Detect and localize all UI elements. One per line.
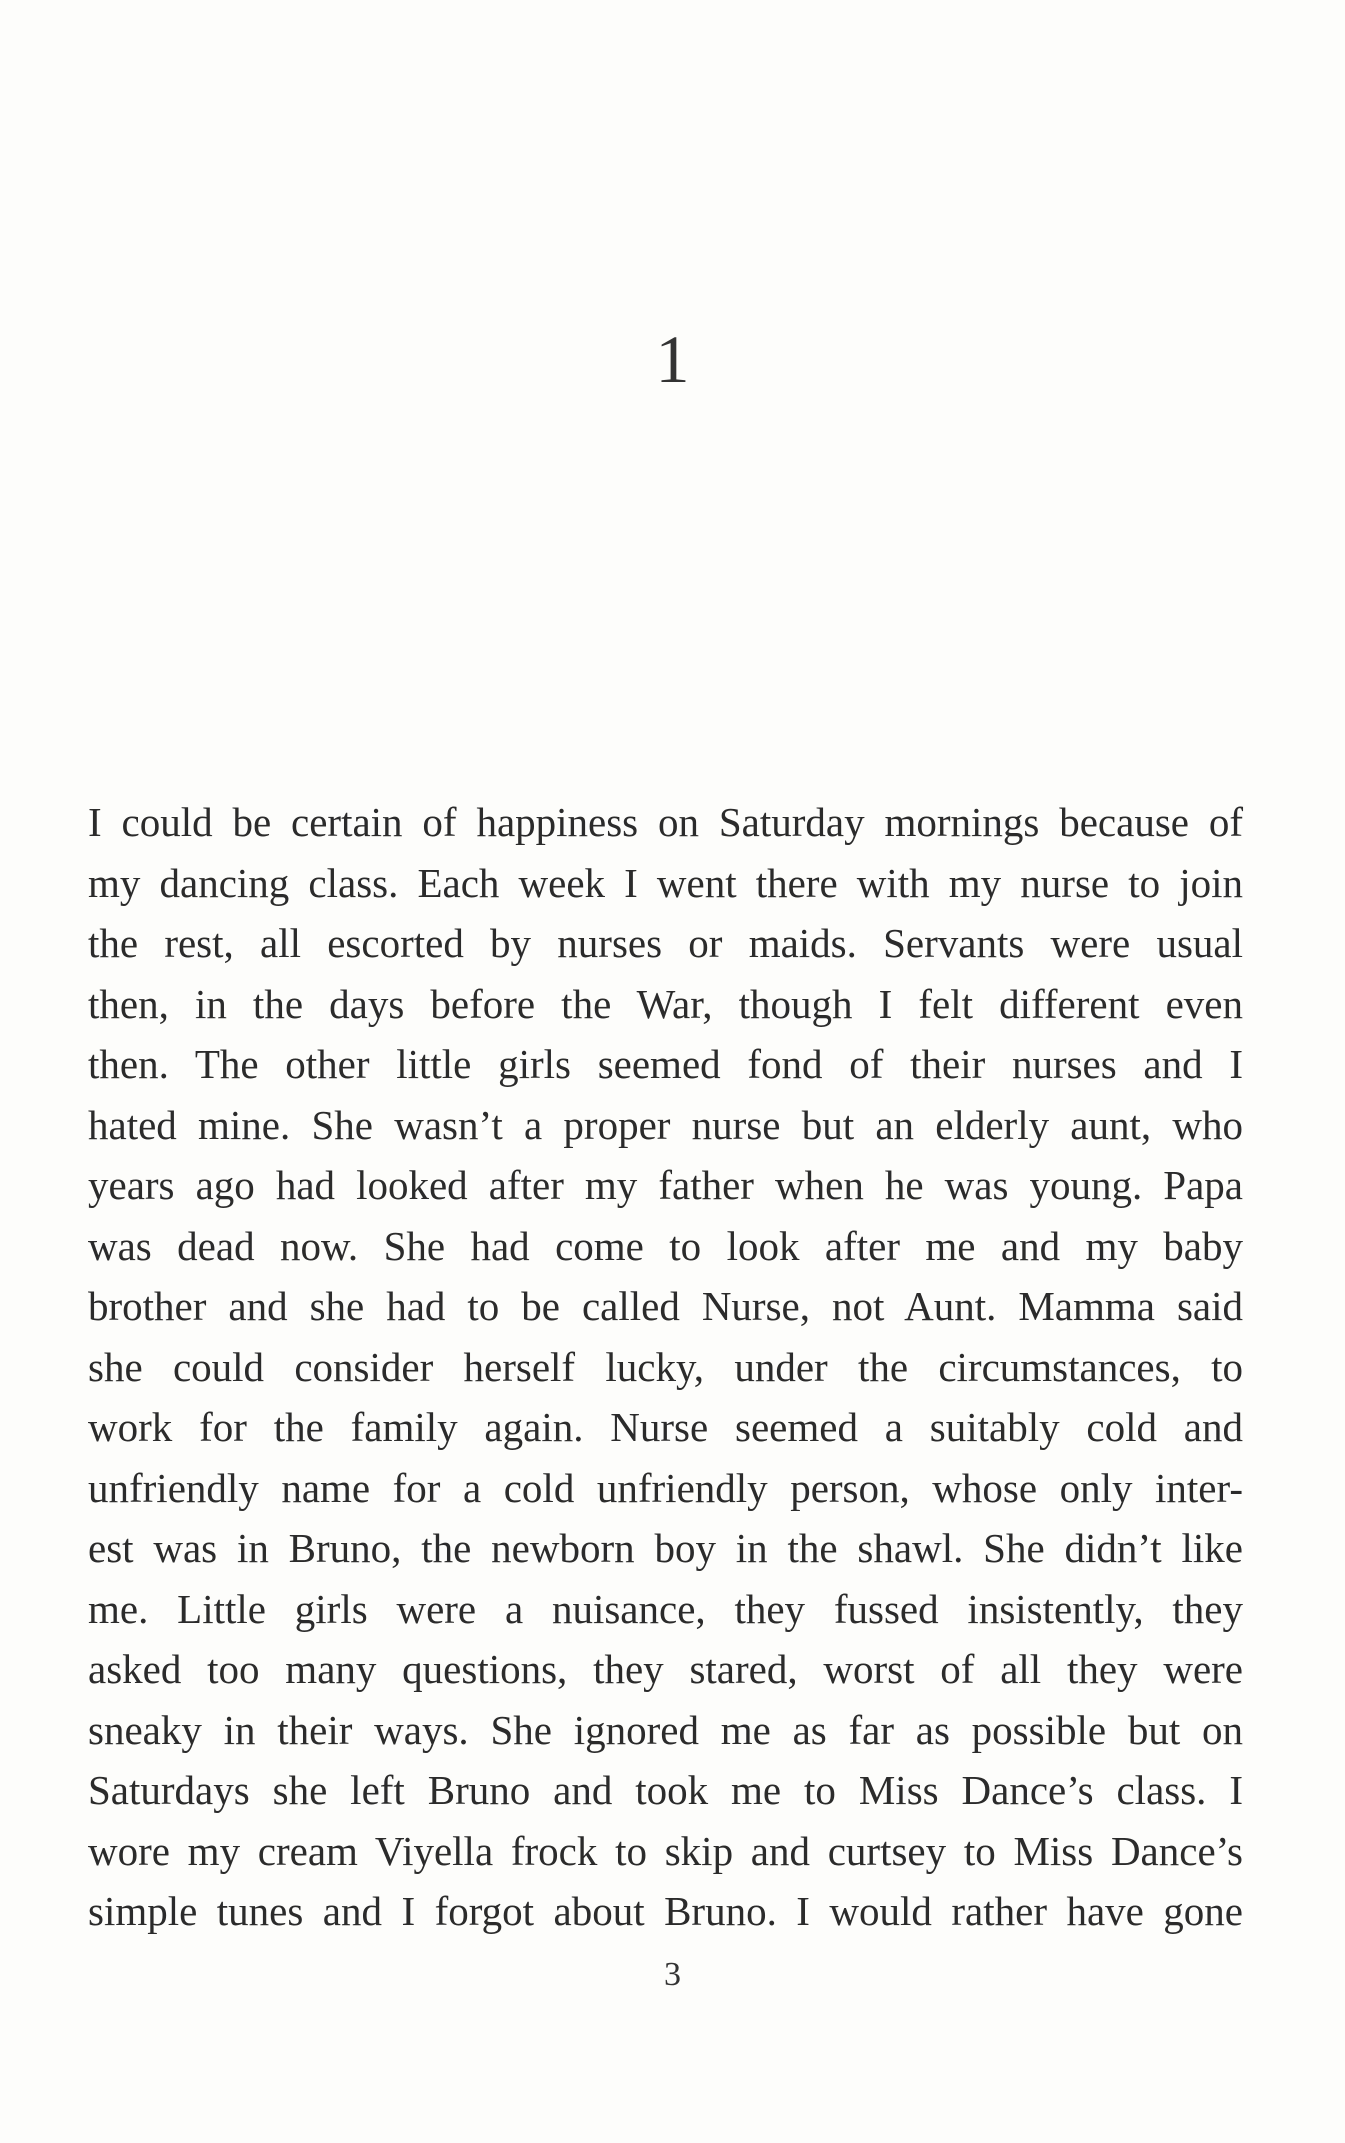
text-line: I could be certain of happiness on Saturday mornings because of [88,799,1243,845]
text-line: years ago had looked after my father when he was young. Papa [88,1162,1243,1208]
text-line: wore my cream Viyella frock to skip and curtsey to Miss Dance’s [88,1827,1243,1874]
text-line: then. The other little girls seemed fond of their nurses and I [88,1041,1243,1087]
text-line: the rest, all escorted by nurses or maids. Servants were usual [88,920,1243,966]
text-line: my dancing class. Each week I went there with my nurse to join [88,859,1243,906]
text-line: unfriendly name for a cold unfriendly person, whose only inter- [88,1464,1243,1511]
text-line: est was in Bruno, the newborn boy in the shawl. She didn’t like [88,1525,1243,1571]
text-line: Saturdays she left Bruno and took me to Miss Dance’s class. I [88,1767,1243,1813]
text-line: me. Little girls were a nuisance, they fussed insistently, they [88,1585,1243,1632]
text-line: sneaky in their ways. She ignored me as far as possible but on [88,1706,1243,1753]
page-number: 3 [664,1956,681,1993]
text-line: brother and she had to be called Nurse, not Aunt. Mamma said [88,1283,1243,1329]
text-line: she could consider herself lucky, under the circumstances, to [88,1343,1243,1390]
text-line: then, in the days before the War, though I felt different even [88,980,1243,1027]
text-line: simple tunes and I forgot about Bruno. I would rather have gone [88,1888,1243,1934]
text-line: was dead now. She had come to look after me and my baby [88,1222,1243,1269]
text-line: work for the family again. Nurse seemed a suitably cold and [88,1404,1243,1450]
text-line: asked too many questions, they stared, worst of all they were [88,1646,1243,1692]
text-line: hated mine. She wasn’t a proper nurse but an elderly aunt, who [88,1101,1243,1148]
body-text [88,792,1243,1942]
chapter-number: 1 [655,321,690,397]
